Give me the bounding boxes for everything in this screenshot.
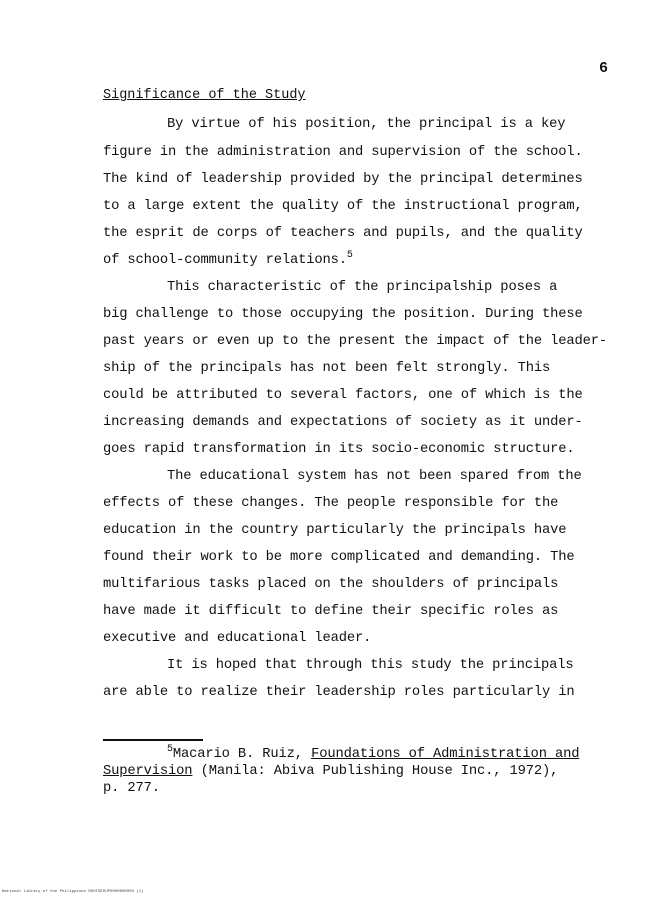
body-line: have made it difficult to define their specific roles as xyxy=(103,604,559,619)
body-line: could be attributed to several factors, one of which is the xyxy=(103,388,583,403)
body-line: This characteristic of the principalship poses a xyxy=(167,280,558,295)
footnote-number: 5 xyxy=(167,744,173,755)
body-line: ship of the principals has not been felt strongly. This xyxy=(103,361,551,376)
body-line: effects of these changes. The people responsible for the xyxy=(103,496,559,511)
footnote-author: Macario B. Ruiz, xyxy=(172,747,312,762)
body-line: to a large extent the quality of the instructional program, xyxy=(103,199,583,214)
footnote-page: p. 277. xyxy=(103,781,160,796)
footnote-title-continued: Supervision xyxy=(103,764,193,779)
body-line: big challenge to those occupying the position. During these xyxy=(103,307,583,322)
page-number: 6 xyxy=(599,60,609,77)
body-line: goes rapid transformation in its socio-economic structure. xyxy=(103,442,575,457)
body-line: found their work to be more complicated and demanding. The xyxy=(103,550,575,565)
archive-label: National Library of the Philippines ROOTDEDUP0000000003 (1) xyxy=(2,890,144,894)
body-line: By virtue of his position, the principal is a key xyxy=(167,117,566,132)
body-line: of school-community relations.$^5$ xyxy=(103,250,353,268)
body-line: education in the country particularly the principals have xyxy=(103,523,567,538)
body-line: The educational system has not been spared from the xyxy=(167,469,582,484)
section-heading: Significance of the Study xyxy=(103,88,306,103)
body-line: The kind of leadership provided by the principal determines xyxy=(103,172,583,187)
footnote-line xyxy=(103,781,160,796)
body-line: executive and educational leader. xyxy=(103,631,372,646)
body-line: It is hoped that through this study the principals xyxy=(167,658,574,673)
footnote-line xyxy=(167,744,580,762)
body-line: increasing demands and expectations of society as it under- xyxy=(103,415,583,430)
body-line: multifarious tasks placed on the shoulders of principals xyxy=(103,577,559,592)
footnote-rule xyxy=(103,739,203,741)
footnote-title: Foundations of Administration and xyxy=(311,747,580,762)
footnote-reference: 5 xyxy=(346,250,353,261)
footnote-line xyxy=(103,764,558,779)
body-line: are able to realize their leadership roles particularly in xyxy=(103,685,575,700)
body-line: past years or even up to the present the impact of the leader- xyxy=(103,334,608,349)
body-line: figure in the administration and supervision of the school. xyxy=(103,145,583,160)
footnote-publication: (Manila: Abiva Publishing House Inc., 1972), xyxy=(192,764,559,779)
body-line: the esprit de corps of teachers and pupils, and the quality xyxy=(103,226,583,241)
